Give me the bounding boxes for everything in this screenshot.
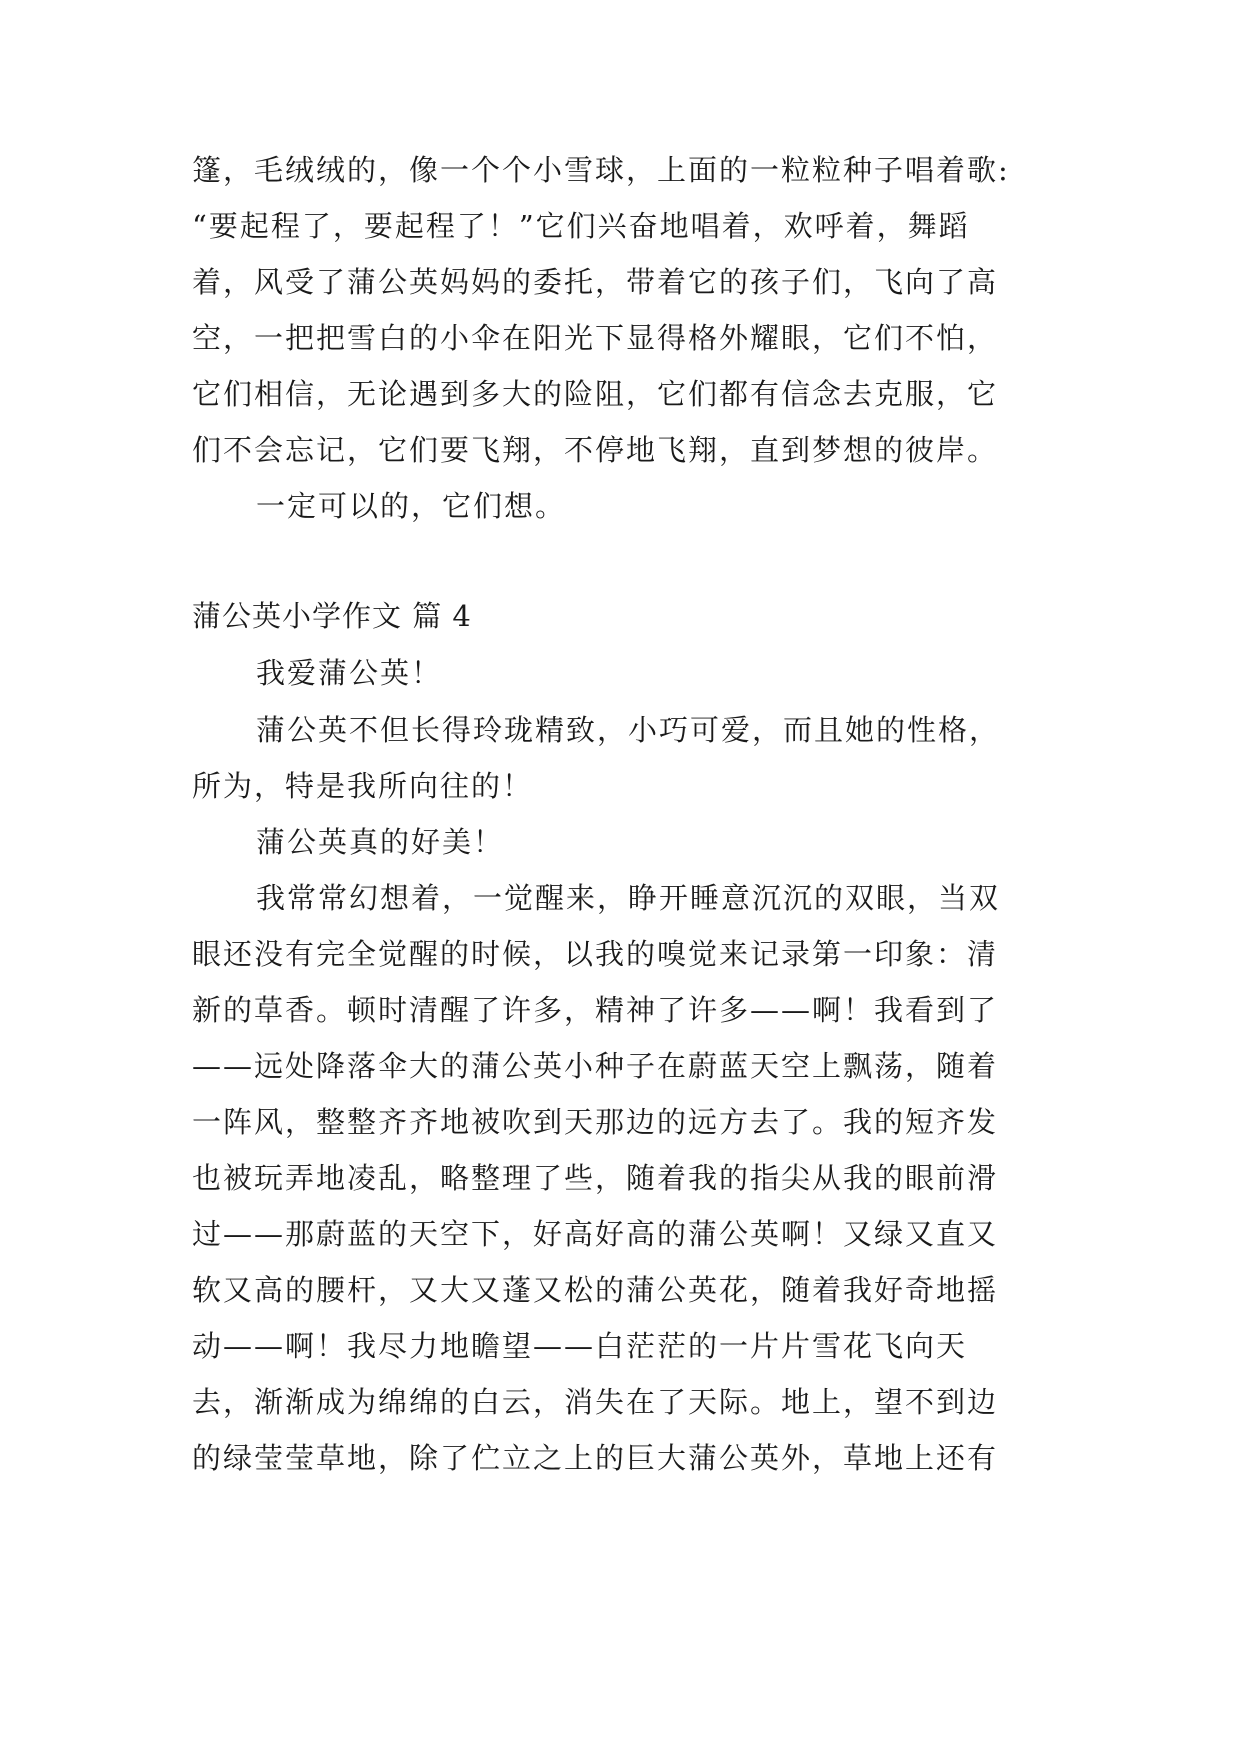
text-line: 也被玩弄地凌乱，略整理了些，随着我的指尖从我的眼前滑 — [192, 1161, 999, 1195]
text-line: 我常常幻想着，一觉醒来，睁开睡意沉沉的双眼，当双 — [256, 881, 1001, 915]
text-line: ——远处降落伞大的蒲公英小种子在蔚蓝天空上飘荡，随着 — [192, 1049, 999, 1083]
text-line: 所为，特是我所向往的！ — [192, 769, 534, 803]
text-line: 着，风受了蒲公英妈妈的委托，带着它的孩子们，飞向了高 — [192, 265, 999, 299]
text-line: 眼还没有完全觉醒的时候，以我的嗅觉来记录第一印象：清 — [192, 937, 999, 971]
text-line: 们不会忘记，它们要飞翔，不停地飞翔，直到梦想的彼岸。 — [192, 433, 999, 467]
text-line: “要起程了，要起程了！”它们兴奋地唱着，欢呼着，舞蹈 — [192, 209, 970, 243]
section-heading: 蒲公英小学作文 篇 4 — [192, 599, 472, 633]
text-line: 去，渐渐成为绵绵的白云，消失在了天际。地上，望不到边 — [192, 1385, 999, 1419]
text-line: 篷，毛绒绒的，像一个个小雪球，上面的一粒粒种子唱着歌: — [192, 153, 1010, 187]
text-line: 一阵风，整整齐齐地被吹到天那边的远方去了。我的短齐发 — [192, 1105, 999, 1139]
text-line: 新的草香。顿时清醒了许多，精神了许多——啊！我看到了 — [192, 993, 999, 1027]
text-line: 过——那蔚蓝的天空下，好高好高的蒲公英啊！又绿又直又 — [192, 1217, 999, 1251]
text-line: 它们相信，无论遇到多大的险阻，它们都有信念去克服，它 — [192, 377, 999, 411]
text-line: 的绿莹莹草地，除了伫立之上的巨大蒲公英外，草地上还有 — [192, 1441, 999, 1475]
text-line: 动——啊！我尽力地瞻望——白茫茫的一片片雪花飞向天 — [192, 1329, 968, 1363]
text-line: 蒲公英真的好美！ — [256, 825, 505, 859]
text-line: 蒲公英不但长得玲珑精致，小巧可爱，而且她的性格， — [256, 713, 1001, 747]
text-line: 我爱蒲公英！ — [256, 656, 443, 690]
text-line: 一定可以的，它们想。 — [256, 489, 567, 523]
text-line: 空，一把把雪白的小伞在阳光下显得格外耀眼，它们不怕， — [192, 321, 999, 355]
text-line: 软又高的腰杆，又大又蓬又松的蒲公英花，随着我好奇地摇 — [192, 1273, 999, 1307]
